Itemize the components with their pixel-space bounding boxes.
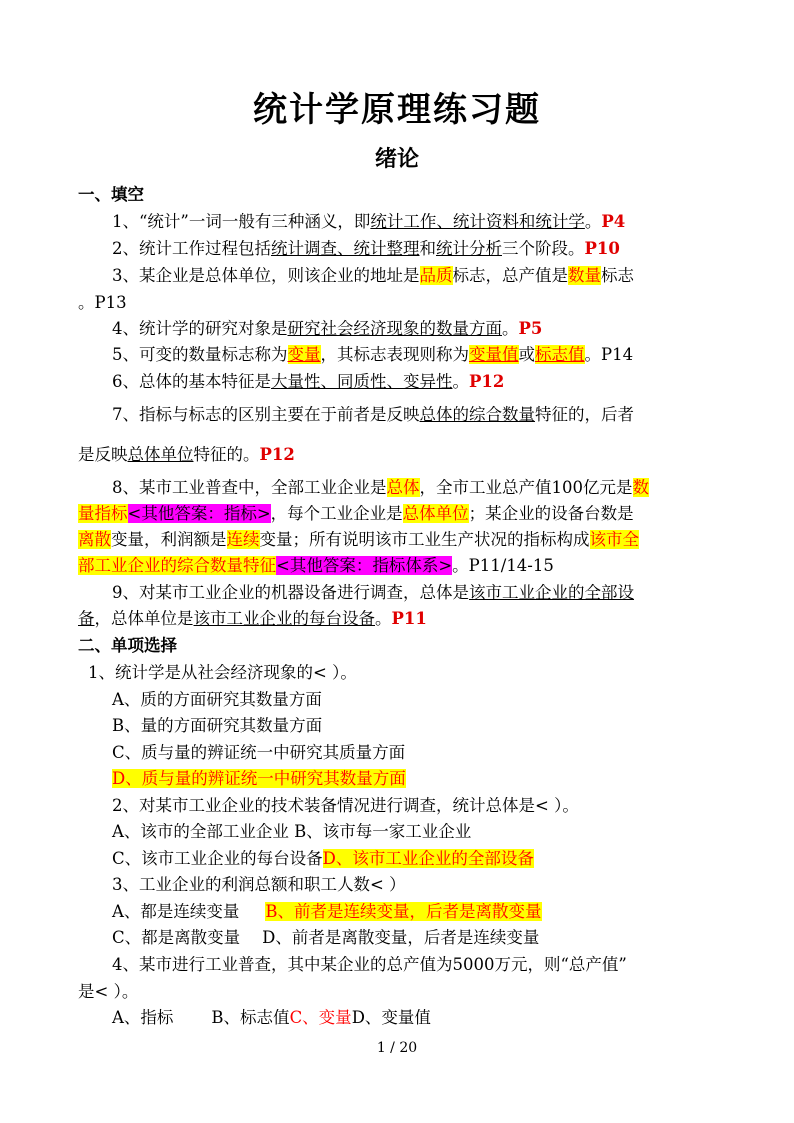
page-number: 1 / 20	[376, 1040, 418, 1056]
page-ref: P4	[601, 212, 626, 231]
section-heading-fill-blank: 一、填空	[78, 185, 144, 204]
page-ref: P12	[469, 372, 505, 391]
mc-option-correct	[112, 766, 752, 792]
mc-option: A、指标 B、标志值C、变量D、变量值	[112, 1008, 431, 1027]
mc-option: A、质的方面研究其数量方面	[112, 690, 322, 709]
answer-highlight: 变量	[287, 345, 321, 364]
answer-highlight: D、质与量的辨证统一中研究其数量方面	[112, 769, 406, 788]
answer-highlight: 总体单位	[402, 504, 469, 523]
mc-question-4-cont: 是< ）。	[78, 982, 139, 1001]
answer-highlight: B、前者是连续变量，后者是离散变量	[265, 902, 542, 921]
alt-answer-highlight: <其他答案：指标>	[127, 504, 271, 523]
mc-option: B、量的方面研究其数量方面	[112, 716, 323, 735]
question-9: 9、对某市工业企业的机器设备进行调查，总体是该市工业企业的全部设	[112, 583, 634, 602]
answer-highlight: 标志值	[535, 345, 585, 364]
answer-highlight: 总体	[386, 478, 420, 497]
question-6: 6、总体的基本特征是大量性、同质性、变异性。P12	[112, 372, 505, 391]
page-ref: P5	[518, 319, 543, 338]
question-4: 4、统计学的研究对象是研究社会经济现象的数量方面。P5	[112, 319, 543, 338]
page-ref: P10	[584, 239, 620, 258]
chapter-title: 绪论	[374, 147, 419, 172]
question-8-line2: 量指标<其他答案：指标>，每个工业企业是总体单位；某企业的设备台数是	[78, 504, 634, 523]
answer-highlight: 部工业企业的综合数量特征	[78, 556, 276, 575]
answer-highlight: 离散	[78, 530, 111, 549]
question-7-cont: 是反映总体单位特征的。P12	[78, 445, 295, 464]
page-ref: P11	[391, 609, 427, 628]
mc-option: C、该市工业企业的每台设备D、该市工业企业的全部设备	[112, 849, 534, 868]
page-ref: P12	[259, 445, 295, 464]
answer-highlight: 该市全	[589, 530, 639, 549]
page-title: 统计学原理练习题	[253, 90, 541, 130]
question-1: 1、“统计”一词一般有三种涵义，即统计工作、统计资料和统计学。P4	[112, 212, 626, 231]
answer-highlight: 连续	[226, 530, 260, 549]
answer-highlight: 数	[632, 478, 649, 497]
question-7: 7、指标与标志的区别主要在于前者是反映总体的综合数量特征的，后者	[112, 405, 634, 424]
answer-highlight: 变量值	[469, 345, 519, 364]
question-3-cont: 。P13	[78, 293, 127, 312]
answer-highlight: D、该市工业企业的全部设备	[322, 849, 534, 868]
question-9-cont: 备，总体单位是该市工业企业的每台设备。P11	[78, 609, 427, 628]
question-3: 3、某企业是总体单位，则该企业的地址是品质标志，总产值是数量标志	[112, 266, 634, 285]
question-8: 8、某市工业普查中，全部工业企业是总体，全市工业总产值100亿元是数	[112, 478, 649, 497]
answer-text: C、变量	[289, 1008, 352, 1027]
mc-question-3: 3、工业企业的利润总额和职工人数< ）	[112, 875, 406, 894]
question-2: 2、统计工作过程包括统计调查、统计整理和统计分析三个阶段。P10	[112, 239, 620, 258]
answer-highlight: 数量	[568, 266, 601, 285]
answer-highlight: 量指标	[78, 504, 128, 523]
mc-option: C、都是离散变量 D、前者是离散变量，后者是连续变量	[112, 928, 540, 947]
section-heading-single-choice: 二、单项选择	[78, 636, 177, 655]
mc-question-4: 4、某市进行工业普查，其中某企业的总产值为5000万元，则“总产值”	[112, 955, 627, 974]
mc-question-2: 2、对某市工业企业的技术装备情况进行调查，统计总体是< ）。	[112, 796, 579, 815]
mc-option: A、该市的全部工业企业 B、该市每一家工业企业	[112, 822, 472, 841]
question-5: 5、可变的数量标志称为变量，其标志表现则称为变量值或标志值。P14	[112, 345, 634, 364]
answer-highlight: 品质	[419, 266, 453, 285]
question-8-line3: 离散变量，利润额是连续变量；所有说明该市工业生产状况的指标构成该市全	[78, 530, 639, 549]
question-8-line4: 部工业企业的综合数量特征<其他答案：指标体系>。P11/14-15	[78, 556, 554, 575]
mc-option: C、质与量的辨证统一中研究其质量方面	[112, 743, 406, 762]
mc-option: A、都是连续变量 B、前者是连续变量，后者是离散变量	[112, 902, 542, 921]
alt-answer-highlight: <其他答案：指标体系>	[276, 556, 453, 575]
mc-question-1: 1、统计学是从社会经济现象的< ）。	[88, 663, 357, 682]
